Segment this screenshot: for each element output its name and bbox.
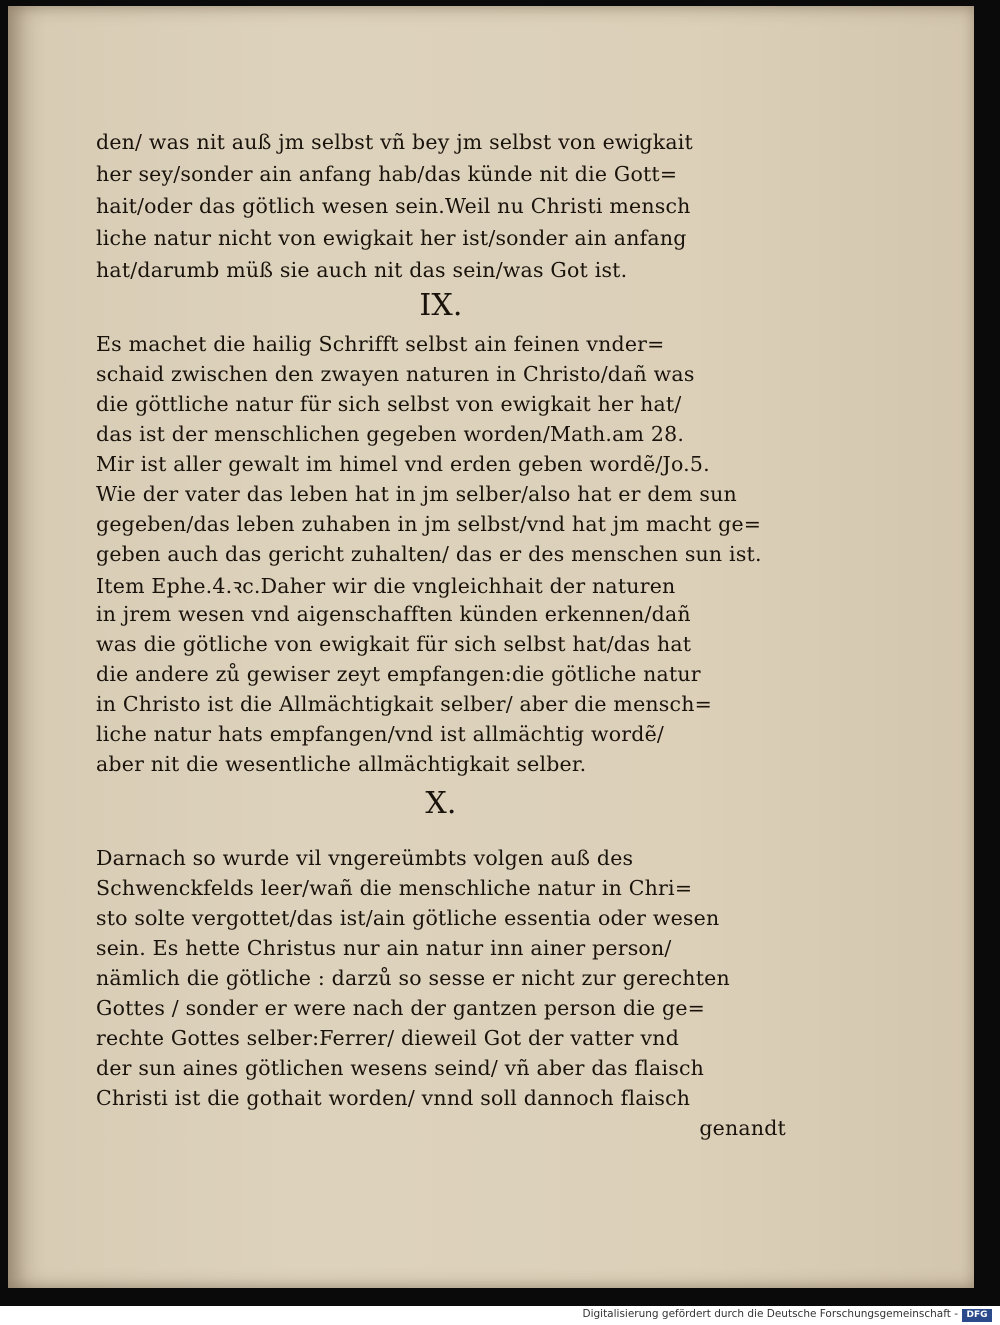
catchword: genandt xyxy=(699,1116,786,1140)
text-line: liche natur nicht von ewigkait her ist/sonder ain anfang xyxy=(96,226,687,250)
text-line: schaid zwischen den zwayen naturen in Christo/dañ was xyxy=(96,362,695,386)
text-line: Schwenckfelds leer/wañ die menschliche natur in Chri= xyxy=(96,876,693,900)
text-line: was die götliche von ewigkait für sich selbst hat/das hat xyxy=(96,632,692,656)
text-line: her sey/sonder ain anfang hab/das künde nit die Gott= xyxy=(96,162,678,186)
text-line: hat/darumb müß sie auch nit das sein/was Got ist. xyxy=(96,258,628,282)
text-line: nämlich die götliche : darzů so sesse er nicht zur gerechten xyxy=(96,966,730,990)
text-line: die andere zů gewiser zeyt empfangen:die götliche natur xyxy=(96,662,701,686)
dfg-logo: DFG xyxy=(962,1309,992,1322)
text-line: Es machet die hailig Schrifft selbst ain feinen vnder= xyxy=(96,332,665,356)
text-line: in Christo ist die Allmächtigkait selber/ aber die mensch= xyxy=(96,692,712,716)
text-line: aber nit die wesentliche allmächtigkait selber. xyxy=(96,752,587,776)
text-line: sein. Es hette Christus nur ain natur inn ainer person/ xyxy=(96,936,672,960)
funding-credit: Digitalisierung gefördert durch die Deutsche Forschungsgemeinschaft - xyxy=(582,1308,958,1320)
text-line: Gottes / sonder er were nach der gantzen person die ge= xyxy=(96,996,706,1020)
text-line: Mir ist aller gewalt im himel vnd erden geben wordẽ/Jo.5. xyxy=(96,452,710,476)
text-line: den/ was nit auß jm selbst vñ bey jm selbst von ewigkait xyxy=(96,130,693,154)
text-line: in jrem wesen vnd aigenschafften künden erkennen/dañ xyxy=(96,602,691,626)
text-line: geben auch das gericht zuhalten/ das er des menschen sun ist. xyxy=(96,542,762,566)
text-line: hait/oder das götlich wesen sein.Weil nu Christi mensch xyxy=(96,194,691,218)
text-line: die göttliche natur für sich selbst von ewigkait her hat/ xyxy=(96,392,682,416)
section-heading-ix: IX. xyxy=(419,288,463,323)
text-line: Christi ist die gothait worden/ vnnd soll dannoch flaisch xyxy=(96,1086,691,1110)
text-line: sto solte vergottet/das ist/ain götliche essentia oder wesen xyxy=(96,906,720,930)
text-line: liche natur hats empfangen/vnd ist allmächtig wordẽ/ xyxy=(96,722,665,746)
text-line: Wie der vater das leben hat in jm selber/also hat er dem sun xyxy=(96,482,737,506)
footer-bar xyxy=(0,1306,1000,1325)
text-line: Item Ephe.4.ꝛc.Daher wir die vngleichhait der naturen xyxy=(96,574,676,598)
text-line: gegeben/das leben zuhaben in jm selbst/vnd hat jm macht ge= xyxy=(96,512,762,536)
text-line: rechte Gottes selber:Ferrer/ dieweil Got der vatter vnd xyxy=(96,1026,680,1050)
section-heading-x: X. xyxy=(425,786,457,821)
page-text-block xyxy=(96,6,786,1288)
book-page xyxy=(8,6,974,1288)
text-line: der sun aines götlichen wesens seind/ vñ aber das flaisch xyxy=(96,1056,705,1080)
text-line: Darnach so wurde vil vngereümbts volgen auß des xyxy=(96,846,634,870)
text-line: das ist der menschlichen gegeben worden/Math.am 28. xyxy=(96,422,685,446)
